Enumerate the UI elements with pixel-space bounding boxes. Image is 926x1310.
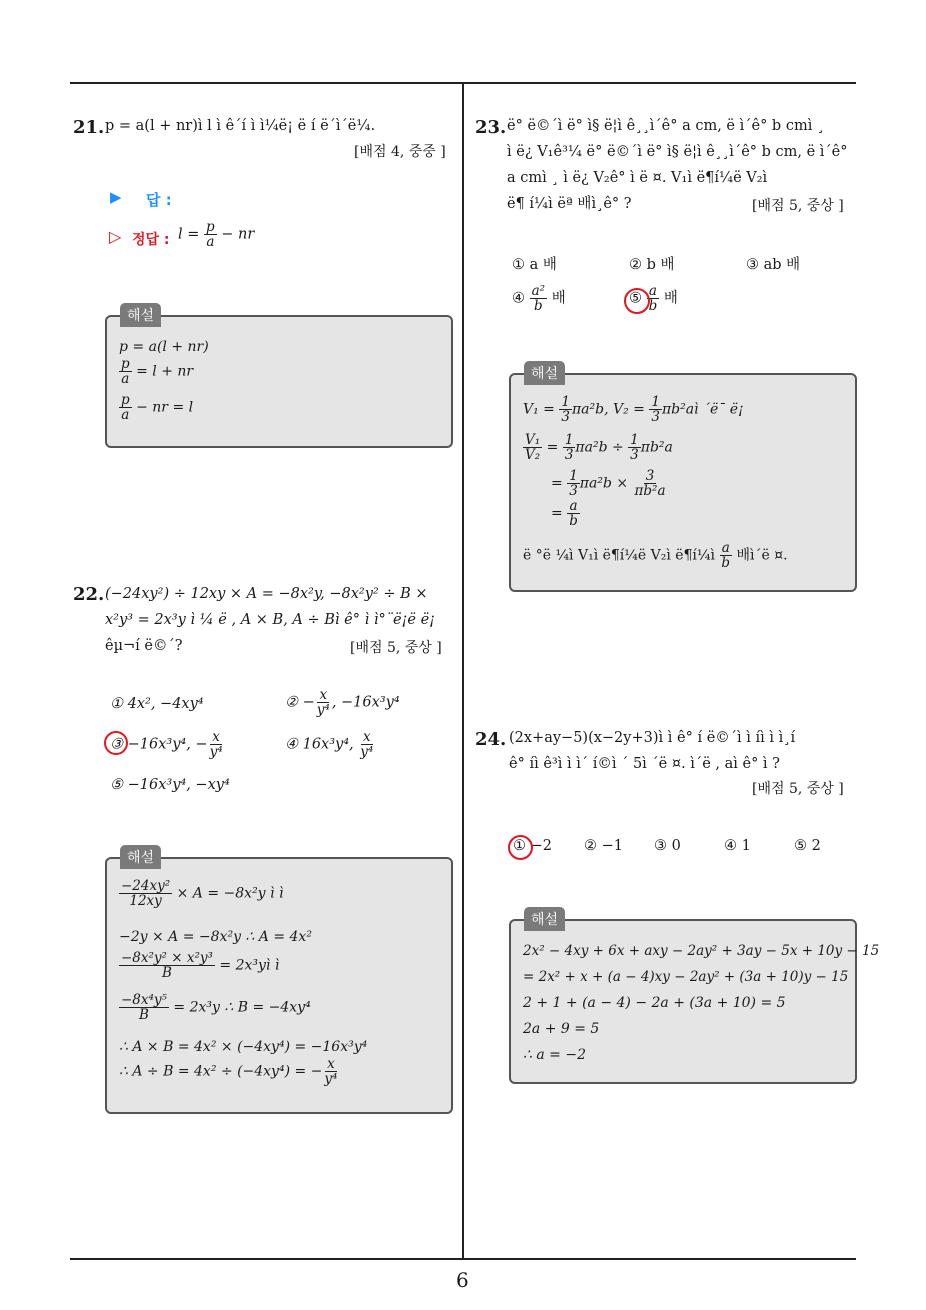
- option-5[interactable]: ⑤ $\frac{a}{b}$ 배: [629, 283, 678, 315]
- correct-answer: l = $\frac{p}{a}$ − nr: [178, 219, 255, 251]
- solution-line: 2x² − 4xy + 6x + axy − 2ay² + 3ay − 5x + 10y − 15: [523, 943, 880, 959]
- option-1[interactable]: ① a 배: [512, 257, 557, 273]
- solution-tag: 해설: [524, 907, 565, 931]
- solution-box: [509, 373, 857, 592]
- option-2[interactable]: ② b 배: [629, 257, 675, 273]
- solution-line: $\frac{\text{−8x²y² × x²y³}}{B}$ = 2x³yì ì: [121, 950, 280, 982]
- option-1[interactable]: ① −2: [513, 838, 552, 854]
- solution-line: 2a + 9 = 5: [523, 1021, 600, 1037]
- triangle-icon: ▷: [109, 227, 122, 246]
- question-text-line: ê° íì ê³ì ì ì´ í©ì ´ 5ì ´ë ¤. ì´ë , aì ê° ì ?: [509, 756, 780, 772]
- score-label: [배점 5, 중상 ]: [752, 781, 844, 797]
- solution-line: p = a(l + nr): [119, 339, 209, 355]
- page-number: 6: [456, 1268, 469, 1292]
- question-text-line: ë¶ í¼ì ëª 배ì¸ê° ?: [507, 196, 632, 212]
- option-4[interactable]: ④ 1: [724, 838, 751, 854]
- solution-line: $\frac{p}{a}$ = l + nr: [121, 356, 194, 388]
- question-text-line: ë° ë©´ì ë° ì§ ë¦ì ê¸¸ì´ê° a cm, ë ì´ê° b cmì ¸: [507, 118, 825, 134]
- option-3[interactable]: ③ 0: [654, 838, 681, 854]
- solution-box: [509, 919, 880, 1084]
- solution-box: [105, 315, 453, 448]
- question-number: 24.: [475, 729, 507, 750]
- selected-answer-circle: [508, 835, 533, 860]
- question-text-line: x²y³ = 2x³y ì ¼ ë , A × B, A ÷ Bì ê° ì ì°¨ë¡ë ë¡: [105, 612, 435, 628]
- option-1[interactable]: ① 4x², −4xy⁴: [110, 696, 204, 712]
- option-5[interactable]: ⑤ 2: [794, 838, 821, 854]
- option-3[interactable]: ③ ab 배: [746, 257, 801, 273]
- solution-line: $\frac{\text{−24xy²}}{12xy}$ × A = −8x²y ì ì: [121, 878, 284, 910]
- question-text-line: ì ë¿ V₁ê³¼ ë° ë©´ì ë° ì§ ë¦ì ê¸¸ì´ê° b cm, ë ì´ê°: [507, 144, 848, 160]
- correct-answer-label: 정답 :: [132, 232, 170, 248]
- solution-line: = $\frac{1}{3}$ πa²b × $\frac{3}{\text{πb²a}}$: [551, 468, 666, 500]
- selected-answer-circle: [624, 288, 650, 314]
- solution-line: $\frac{\text{V₁}}{\text{V₂}}$ = $\frac{1}{3}$ πa²b ÷ $\frac{1}{3}$ πb²a: [525, 432, 673, 464]
- solution-line: ë °ë ¼ì V₁ì ë¶í¼ë V₂ì ë¶í¼ì $\frac{a}{b}$ 배ì´ë ¤.: [523, 540, 788, 572]
- score-label: [배점 5, 중상 ]: [752, 198, 844, 214]
- question-text-line: a cmì ¸ ì ë¿ V₂ê° ì ë ¤. V₁ì ë¶í¼ë V₂ì: [507, 170, 768, 186]
- solution-line: ∴ A ÷ B = 4x² ÷ (−4xy⁴) = − $\frac{x}{\text{y⁴}}$: [119, 1056, 338, 1088]
- solution-line: V₁ = $\frac{1}{3}$ πa²b, V₂ = $\frac{1}{3}$ πb²aì ´ë¯ ë¡: [523, 394, 744, 426]
- option-5[interactable]: ⑤ −16x³y⁴, −xy⁴: [110, 777, 230, 793]
- question-text: p = a(l + nr)ì l ì ê´í ì ì¼ë¡ ë í ë´ì´ë¼.: [105, 118, 376, 134]
- selected-answer-circle: [104, 731, 128, 755]
- solution-line: = $\frac{a}{b}$: [551, 498, 578, 530]
- solution-line: = 2x² + x + (a − 4)xy − 2ay² + (3a + 10)y − 15: [523, 969, 849, 985]
- solution-line: 2 + 1 + (a − 4) − 2a + (3a + 10) = 5: [523, 995, 786, 1011]
- solution-line: $\frac{p}{a}$ − nr = l: [121, 392, 194, 424]
- option-4[interactable]: ④ $\frac{\text{a²}}{b}$ 배: [512, 283, 566, 315]
- score-label: [배점 4, 중중 ]: [354, 144, 446, 160]
- score-label: [배점 5, 중상 ]: [350, 640, 442, 656]
- option-4[interactable]: ④ 16x³y⁴, $\frac{x}{\text{y⁴}}$: [285, 729, 374, 761]
- solution-tag: 해설: [524, 361, 565, 385]
- question-text-line: (−24xy²) ÷ 12xy × A = −8x²y, −8x²y² ÷ B ×: [105, 586, 428, 602]
- solution-line: ∴ a = −2: [523, 1047, 586, 1063]
- question-number: 21.: [73, 117, 105, 138]
- question-number: 22.: [73, 584, 105, 605]
- play-icon: ▶: [110, 188, 122, 206]
- answer-label: 답 :: [146, 191, 172, 209]
- solution-line: −2y × A = −8x²y ∴ A = 4x²: [119, 929, 312, 945]
- option-2[interactable]: ② − $\frac{x}{\text{y⁴}}$ , −16x³y⁴: [285, 687, 400, 719]
- solution-line: $\frac{\text{−8x⁴y⁵}}{B}$ = 2x³y ∴ B = −4xy⁴: [121, 992, 311, 1024]
- question-text-line: (2x+ay−5)(x−2y+3)ì ì ê° í ë©´ì ì íì ì ì¸í: [509, 730, 796, 746]
- solution-line: ∴ A × B = 4x² × (−4xy⁴) = −16x³y⁴: [119, 1039, 368, 1055]
- column-divider: [462, 82, 464, 1260]
- question-text-line: êµ¬í ë©´?: [105, 638, 183, 654]
- option-2[interactable]: ② −1: [584, 838, 623, 854]
- solution-tag: 해설: [120, 303, 161, 327]
- solution-box: [105, 857, 453, 1114]
- solution-tag: 해설: [120, 845, 161, 869]
- bottom-rule: [70, 1258, 856, 1260]
- question-number: 23.: [475, 117, 507, 138]
- option-3[interactable]: ③ −16x³y⁴, − $\frac{x}{\text{y⁴}}$: [110, 729, 223, 761]
